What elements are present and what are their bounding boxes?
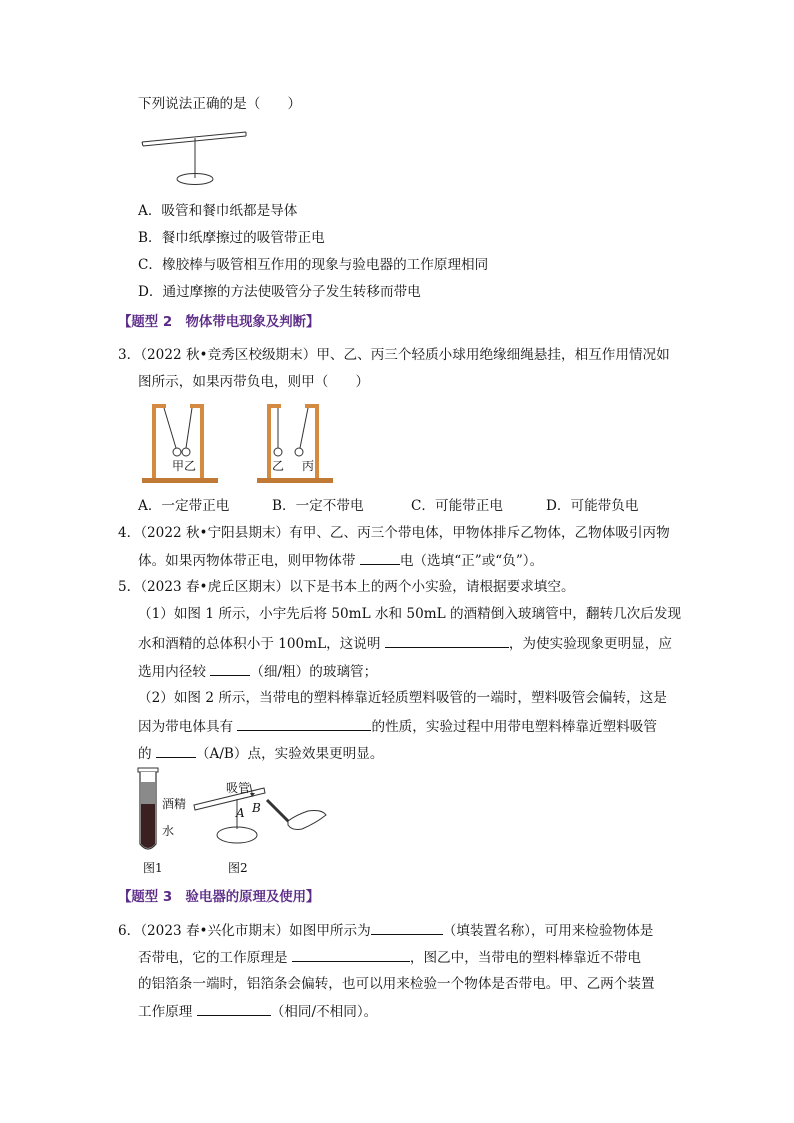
section-heading-3: 【题型 3 验电器的原理及使用】 (118, 890, 320, 905)
ball-label-yi-left: 乙 (184, 459, 197, 473)
q5-part2-line2: 因为带电体具有 的性质，实验过程中用带电塑料棒靠近塑料吸管 (138, 716, 657, 737)
q3-option-c: C．可能带正电 (411, 498, 503, 514)
q5-line1: 5．（2023 春•虎丘区期末）以下是书本上的两个小实验，请根据要求填空。 (118, 579, 575, 595)
ball-label-jia: 甲 (172, 459, 185, 473)
answer-blank[interactable] (385, 633, 509, 648)
ball-label-yi-right: 乙 (272, 459, 285, 473)
q3-line2: 图所示，如果丙带负电，则甲（ ） (138, 374, 370, 390)
q2-stem: 下列说法正确的是（ ） (138, 96, 302, 112)
straw-and-rod-figure (192, 775, 332, 855)
label-point-b: B (252, 801, 261, 815)
q6-line2: 否带电，它的工作原理是 ，图乙中，当带电的塑料棒靠近不带电 (138, 947, 641, 968)
q2-option-d: D．通过摩擦的方法使吸管分子发生转移而带电 (138, 284, 421, 300)
q3-line1: 3．（2022 秋•竞秀区校级期末）甲、乙、丙三个轻质小球用绝缘细绳悬挂，相互作用情况如 (118, 347, 670, 363)
q2-option-c: C．橡胶棒与吸管相互作用的现象与验电器的工作原理相同 (138, 257, 489, 273)
hanging-balls-figure (142, 404, 342, 490)
label-straw: 吸管 (226, 781, 251, 795)
q4-line2: 体。如果丙物体带正电，则甲物体带 电（选填“正”或“负”）。 (138, 550, 543, 571)
answer-blank[interactable] (371, 920, 443, 935)
answer-blank[interactable] (292, 947, 410, 962)
q2-option-b: B．餐巾纸摩擦过的吸管带正电 (138, 230, 325, 246)
q6-line3: 的铝箔条一端时，铝箔条会偏转，也可以用来检验一个物体是否带电。甲、乙两个装置 (138, 976, 655, 992)
q5-part1-line3: 选用内径较 （细/粗）的玻璃管； (138, 661, 377, 682)
q6-line1: 6．（2023 春•兴化市期末）如图甲所示为 （填装置名称），可用来检验物体是 (118, 920, 653, 941)
q3-option-b: B．一定不带电 (272, 498, 364, 514)
section-heading-2: 【题型 2 物体带电现象及判断】 (118, 315, 320, 330)
straw-on-stand-figure (140, 128, 250, 190)
label-point-a: A (236, 806, 245, 820)
ball-label-bing: 丙 (302, 459, 315, 473)
label-alcohol: 酒精 (162, 797, 187, 811)
answer-blank[interactable] (237, 716, 371, 731)
q4-line1: 4．（2022 秋•宁阳县期末）有甲、乙、丙三个带电体，甲物体排斥乙物体，乙物体吸引丙物 (118, 525, 670, 541)
q2-option-a: A．吸管和餐巾纸都是导体 (138, 203, 298, 219)
q5-part1-line1: （1）如图 1 所示，小宇先后将 50mL 水和 50mL 的酒精倒入玻璃管中，翻转几次后发现 (138, 606, 682, 622)
q5-part2-line3: 的 （A/B）点，实验效果更明显。 (138, 743, 383, 764)
figure-2-caption: 图2 (228, 861, 248, 875)
q5-part1-line2: 水和酒精的总体积小于 100mL，这说明 ，为使实验现象更明显，应 (138, 633, 672, 654)
q5-part2-line1: （2）如图 2 所示，当带电的塑料棒靠近轻质塑料吸管的一端时，塑料吸管会偏转，这是 (138, 690, 667, 706)
test-tube-figure (134, 768, 174, 858)
label-water: 水 (162, 824, 175, 838)
answer-blank[interactable] (360, 550, 400, 565)
q3-option-d: D．可能带负电 (546, 498, 639, 514)
q3-option-a: A．一定带正电 (138, 498, 230, 514)
q6-line4: 工作原理 （相同/不相同）。 (138, 1001, 377, 1022)
figure-1-caption: 图1 (143, 861, 163, 875)
answer-blank[interactable] (156, 743, 196, 758)
answer-blank[interactable] (197, 1001, 271, 1016)
answer-blank[interactable] (210, 661, 250, 676)
